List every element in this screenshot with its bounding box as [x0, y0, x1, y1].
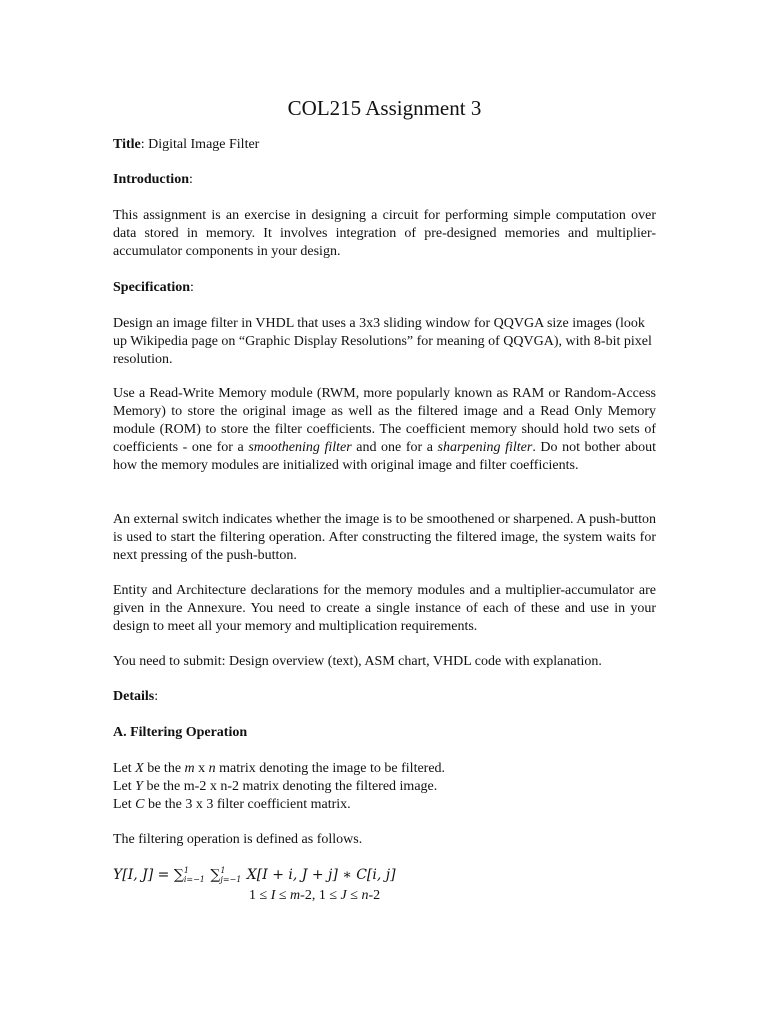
introduction-heading: Introduction:	[113, 172, 193, 187]
specification-paragraph-1: Design an image filter in VHDL that uses a 3x3 sliding window for QQVGA size images (look up Wikipedia page on “Graphic Display Resolutions” for meaning of QQVGA), with 8-bit pixel resolution.	[113, 316, 652, 367]
details-heading: Details:	[113, 689, 159, 704]
sum-symbol-j: ∑	[210, 867, 221, 883]
sum-symbol-i: ∑	[173, 867, 184, 883]
smoothening-filter-term: smoothening filter	[248, 440, 352, 455]
specification-heading: Specification:	[113, 280, 194, 295]
let-c-line: Let C be the 3 x 3 filter coefficient matrix.	[113, 797, 351, 812]
submission-paragraph: You need to submit: Design overview (text), ASM chart, VHDL code with explanation.	[113, 654, 602, 669]
specification-paragraph-3: An external switch indicates whether the image is to be smoothened or sharpened. A push-button is used to start the filtering operation. After constructing the filtered image, the system waits for next pressing of the push-button.	[113, 512, 656, 563]
let-y-line: Let Y be the m-2 x n-2 matrix denoting the filtered image.	[113, 779, 438, 794]
introduction-paragraph: This assignment is an exercise in designing a circuit for performing simple computation over data stored in memory. It involves integration of pre-designed memories and multiplier-accumulator components in your design.	[113, 208, 656, 259]
sum-limits-j: 1 j=−1	[220, 866, 242, 884]
document-title: COL215 Assignment 3	[287, 96, 482, 120]
title-line	[113, 136, 656, 154]
title-label: Title	[113, 137, 141, 152]
equation-lhs: Y[I, J] =	[113, 867, 174, 883]
equation-rhs: X[I + i, J + j] ∗ C[i, j]	[242, 867, 396, 883]
section-a-heading: A. Filtering Operation	[113, 725, 248, 740]
equation-condition: 1 ≤ I ≤ m-2, 1 ≤ J ≤ n-2	[249, 888, 381, 903]
let-x-line: Let X be the m x n matrix denoting the image to be filtered.	[113, 761, 446, 776]
filter-definition-line: The filtering operation is defined as follows.	[113, 832, 363, 847]
filter-equation	[113, 866, 656, 884]
sum-limits-i: 1 i=−1	[183, 866, 205, 884]
title-value: : Digital Image Filter	[140, 137, 260, 152]
specification-paragraph-2: Use a Read-Write Memory module (RWM, more popularly known as RAM or Random-Access Memory) to store the original image as well as the filtered image and a Read Only Memory module (ROM) to store the filter coefficients. The coefficient memory should hold two sets of coefficients - one for a smoothening filter and one for a sharpening filter. Do not bother about how the memory modules are initialized with original image and filter coefficients.	[113, 386, 656, 473]
sharpening-filter-term: sharpening filter	[437, 440, 533, 455]
specification-paragraph-4: Entity and Architecture declarations for the memory modules and a multiplier-accumulator are given in the Annexure. You need to create a single instance of each of these and use in your design to meet all your memory and multiplication requirements.	[113, 583, 656, 634]
